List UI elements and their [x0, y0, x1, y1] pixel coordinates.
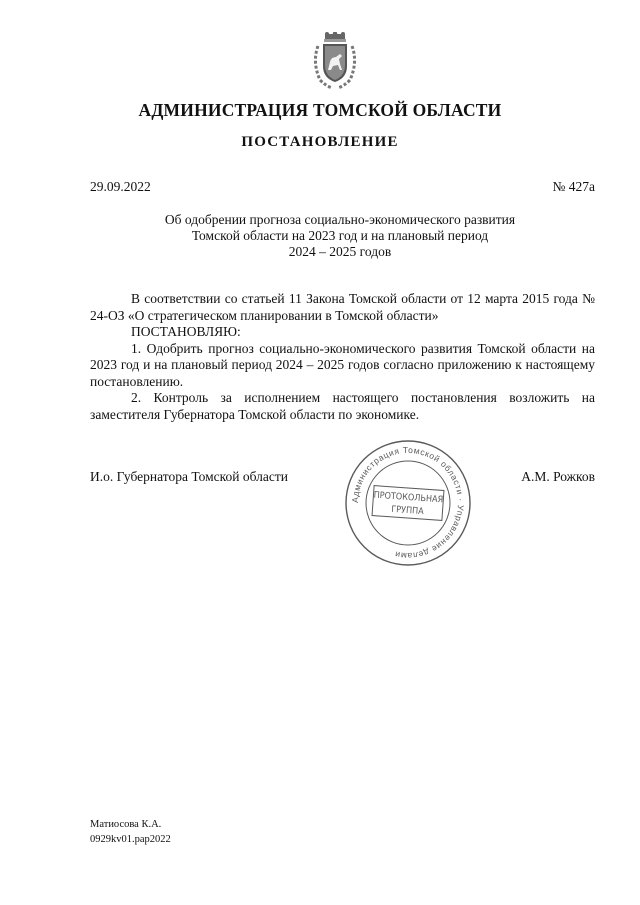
decree-item-1: 1. Одобрить прогноз социально-экономического развития Томской области на 2023 год и на плановый период 2024 – 2025 годов согласно приложению к настоящему постановлению. [90, 340, 595, 389]
document-number: № 427а [552, 179, 595, 194]
signatory-name: А.М. Рожков [521, 469, 595, 484]
decree-item-2: 2. Контроль за исполнением настоящего постановления возложить на заместителя Губернатора Томской области по экономике. [90, 390, 595, 422]
document-date: 29.09.2022 [90, 179, 151, 194]
svg-text:Администрация Томской области [350, 445, 466, 561]
organization-title: АДМИНИСТРАЦИЯ ТОМСКОЙ ОБЛАСТИ [138, 100, 502, 120]
stamp-center-line-2: ГРУППА [390, 504, 424, 518]
stamp-ring-text: Администрация Томской области · Управление делами [349, 444, 467, 562]
coat-of-arms-icon [312, 32, 358, 90]
official-stamp [343, 438, 473, 568]
subject-line: Об одобрении прогноза социально-экономического развития [164, 212, 516, 227]
footer-meta [90, 817, 171, 847]
subject-line: Томской области на 2023 год и на плановый период [191, 228, 489, 243]
document-body [90, 291, 595, 423]
stamp-center-line-1: ПРОТОКОЛЬНАЯ [373, 490, 444, 506]
footer-file-ref: 0929kv01.рар2022 [90, 834, 171, 845]
document-subject [120, 212, 560, 260]
signatory-role: И.о. Губернатора Томской области [90, 469, 288, 484]
footer-author: Матиосова К.А. [90, 819, 162, 830]
preamble-paragraph: В соответствии со статьей 11 Закона Томской области от 12 марта 2015 года № 24-ОЗ «О стратегическом планировании в Томской области» [90, 291, 595, 323]
decree-word: ПОСТАНОВЛЯЮ: [131, 324, 241, 339]
document-type: ПОСТАНОВЛЕНИЕ [241, 134, 399, 150]
subject-line: 2024 – 2025 годов [288, 244, 392, 259]
